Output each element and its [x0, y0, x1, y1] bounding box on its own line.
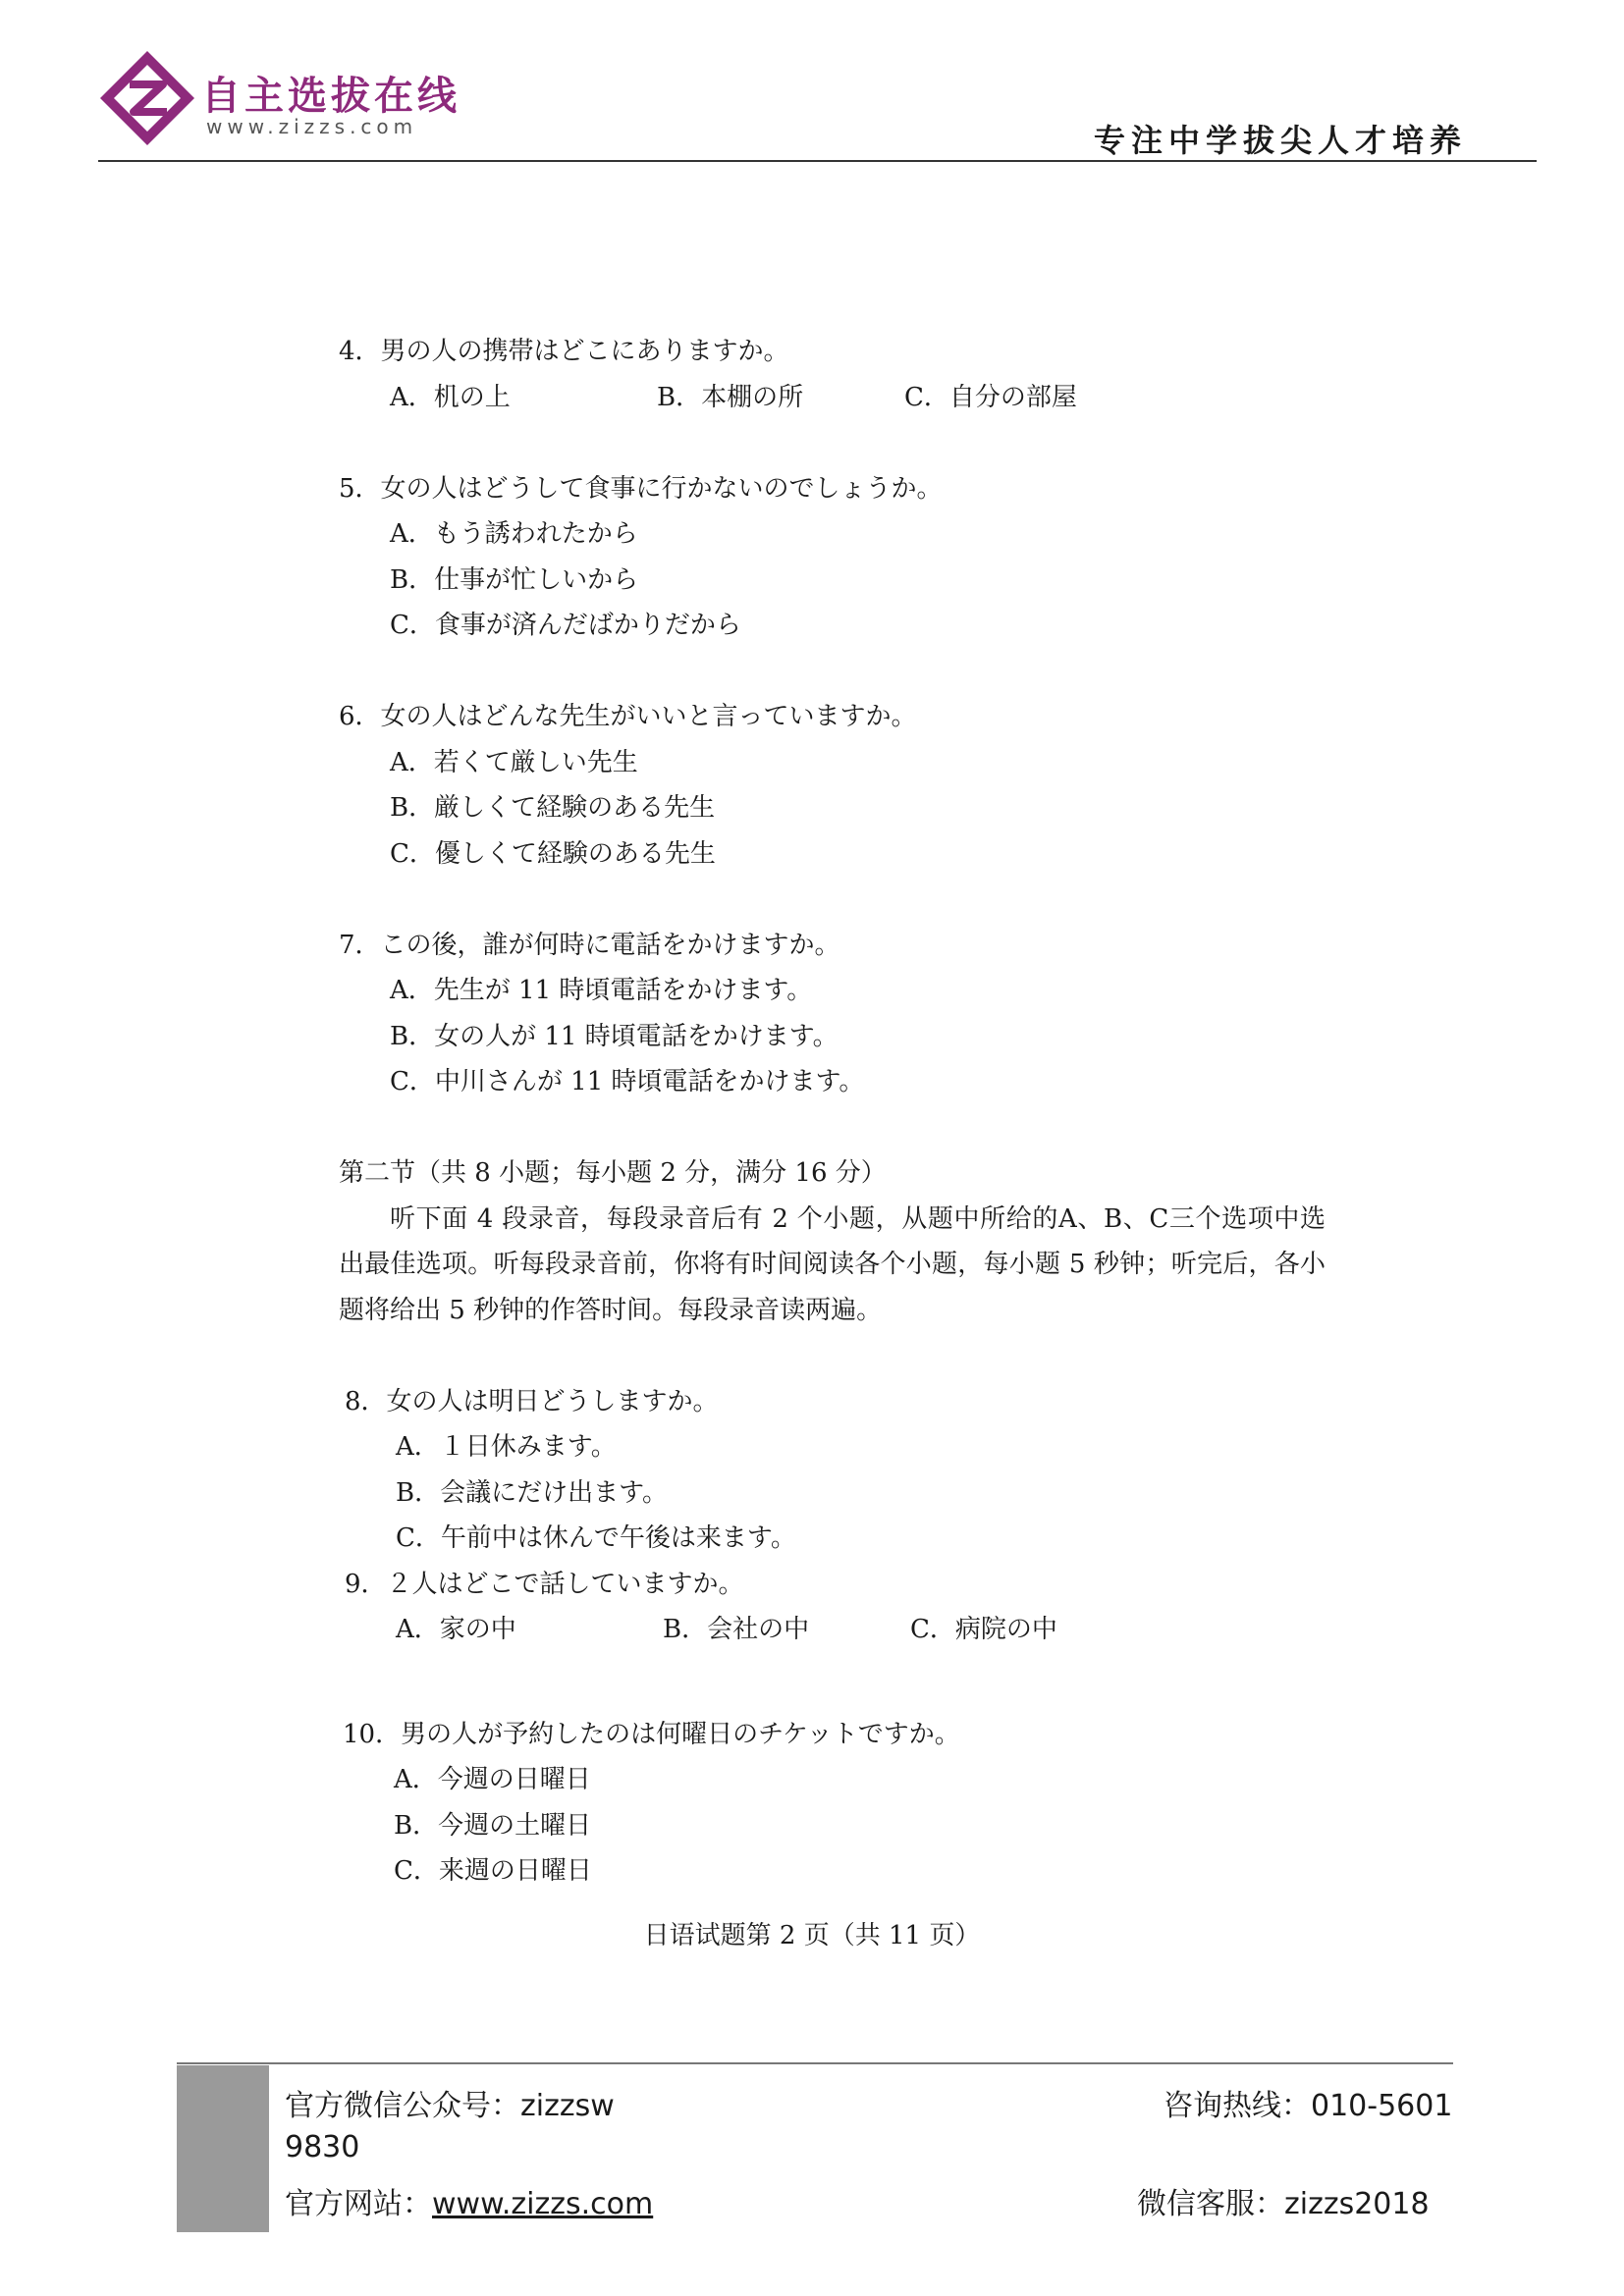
footer-website-label: 官方网站： — [285, 2187, 432, 2221]
option-b: B．会議にだけ出ます。 — [396, 1477, 669, 1508]
option-a: A．もう誘われたから — [390, 519, 638, 549]
option-c: C．自分の部屋 — [904, 382, 1077, 412]
question-stem: 6．女の人はどんな先生がいいと言っていますか。 — [339, 702, 917, 731]
question-5 — [339, 466, 1340, 649]
header-divider — [98, 160, 1537, 162]
footer-hotline-continued: 9830 — [285, 2130, 360, 2164]
option-c: C．中川さんが 11 時頃電話をかけます。 — [390, 1067, 865, 1096]
question-4 — [339, 329, 1340, 420]
question-stem: 9．２人はどこで話していますか。 — [345, 1569, 744, 1599]
footer-website — [285, 2179, 653, 2222]
spacer — [339, 877, 1340, 923]
option-b: B．仕事が忙しいから — [390, 564, 639, 595]
option-b: B．本棚の所 — [657, 382, 804, 412]
option-a: A．１日休みます。 — [396, 1432, 617, 1462]
spacer — [339, 1653, 1340, 1712]
question-stem: 5．女の人はどうして食事に行かないのでしょうか。 — [339, 473, 943, 504]
option-row — [345, 1607, 1340, 1653]
section-title: 第二节（共 8 小题；每小题 2 分，满分 16 分） — [339, 1158, 887, 1188]
footer-side-bar — [177, 2065, 269, 2232]
spacer — [339, 1333, 1340, 1379]
page-header — [0, 0, 1624, 167]
footer-wechat-public: 官方微信公众号：zizzsw — [285, 2089, 615, 2123]
option-b: B．今週の土曜日 — [394, 1810, 592, 1841]
brand-logo-icon — [98, 49, 196, 147]
section-instructions: 听下面 4 段录音，每段录音后有 2 个小题，从题中所给的A、B、C三个选项中选出最佳选项。听每段录音前，你将有时间阅读各个小题，每小题 5 秒钟；听完后，各小题将给出 5 秒钟的作答时间。每段录音读两遍。 — [339, 1203, 1326, 1325]
spacer — [339, 420, 1340, 466]
option-c: C．食事が済んだばかりだから — [390, 611, 741, 640]
option-a: A．先生が 11 時頃電話をかけます。 — [390, 976, 813, 1005]
footer-divider — [177, 2062, 1453, 2064]
exam-content — [339, 329, 1340, 1895]
footer-service: 微信客服：zizzs2018 — [1137, 2187, 1430, 2221]
option-b: B．女の人が 11 時頃電話をかけます。 — [390, 1021, 839, 1051]
question-stem: 7．この後，誰が何時に電話をかけますか。 — [339, 930, 840, 960]
question-9 — [339, 1562, 1340, 1653]
option-c: C．優しくて経験のある先生 — [390, 838, 716, 869]
option-b: B．会社の中 — [663, 1615, 810, 1644]
spacer — [339, 1105, 1340, 1151]
question-stem: 8．女の人は明日どうしますか。 — [345, 1386, 719, 1416]
question-stem: 10．男の人が予約したのは何曜日のチケットですか。 — [343, 1719, 960, 1749]
footer-hotline: 咨询热线：010-5601 — [1164, 2089, 1453, 2123]
option-a: A．机の上 — [390, 382, 511, 412]
option-a: A．若くて厳しい先生 — [390, 747, 638, 777]
question-8 — [339, 1379, 1340, 1562]
option-c: C．病院の中 — [910, 1615, 1057, 1644]
question-stem: 4．男の人の携帯はどこにありますか。 — [339, 337, 789, 366]
option-b: B．厳しくて経験のある先生 — [390, 793, 716, 823]
brand-url[interactable]: www.zizzs.com — [206, 115, 418, 138]
spacer — [339, 649, 1340, 695]
footer-website-link[interactable]: www.zizzs.com — [432, 2187, 654, 2221]
option-a: A．家の中 — [396, 1615, 516, 1644]
question-7 — [339, 923, 1340, 1105]
brand-name: 自主选拔在线 — [201, 74, 460, 119]
option-a: A．今週の日曜日 — [394, 1765, 591, 1794]
header-slogan: 专注中学拔尖人才培养 — [1093, 122, 1467, 159]
option-row — [339, 375, 1340, 421]
option-c: C．来週の日曜日 — [394, 1856, 592, 1886]
question-6 — [339, 694, 1340, 877]
page-number: 日语试题第 2 页（共 11 页） — [643, 1921, 981, 1950]
question-10 — [339, 1712, 1340, 1895]
option-c: C．午前中は休んで午後は来ます。 — [396, 1523, 796, 1553]
